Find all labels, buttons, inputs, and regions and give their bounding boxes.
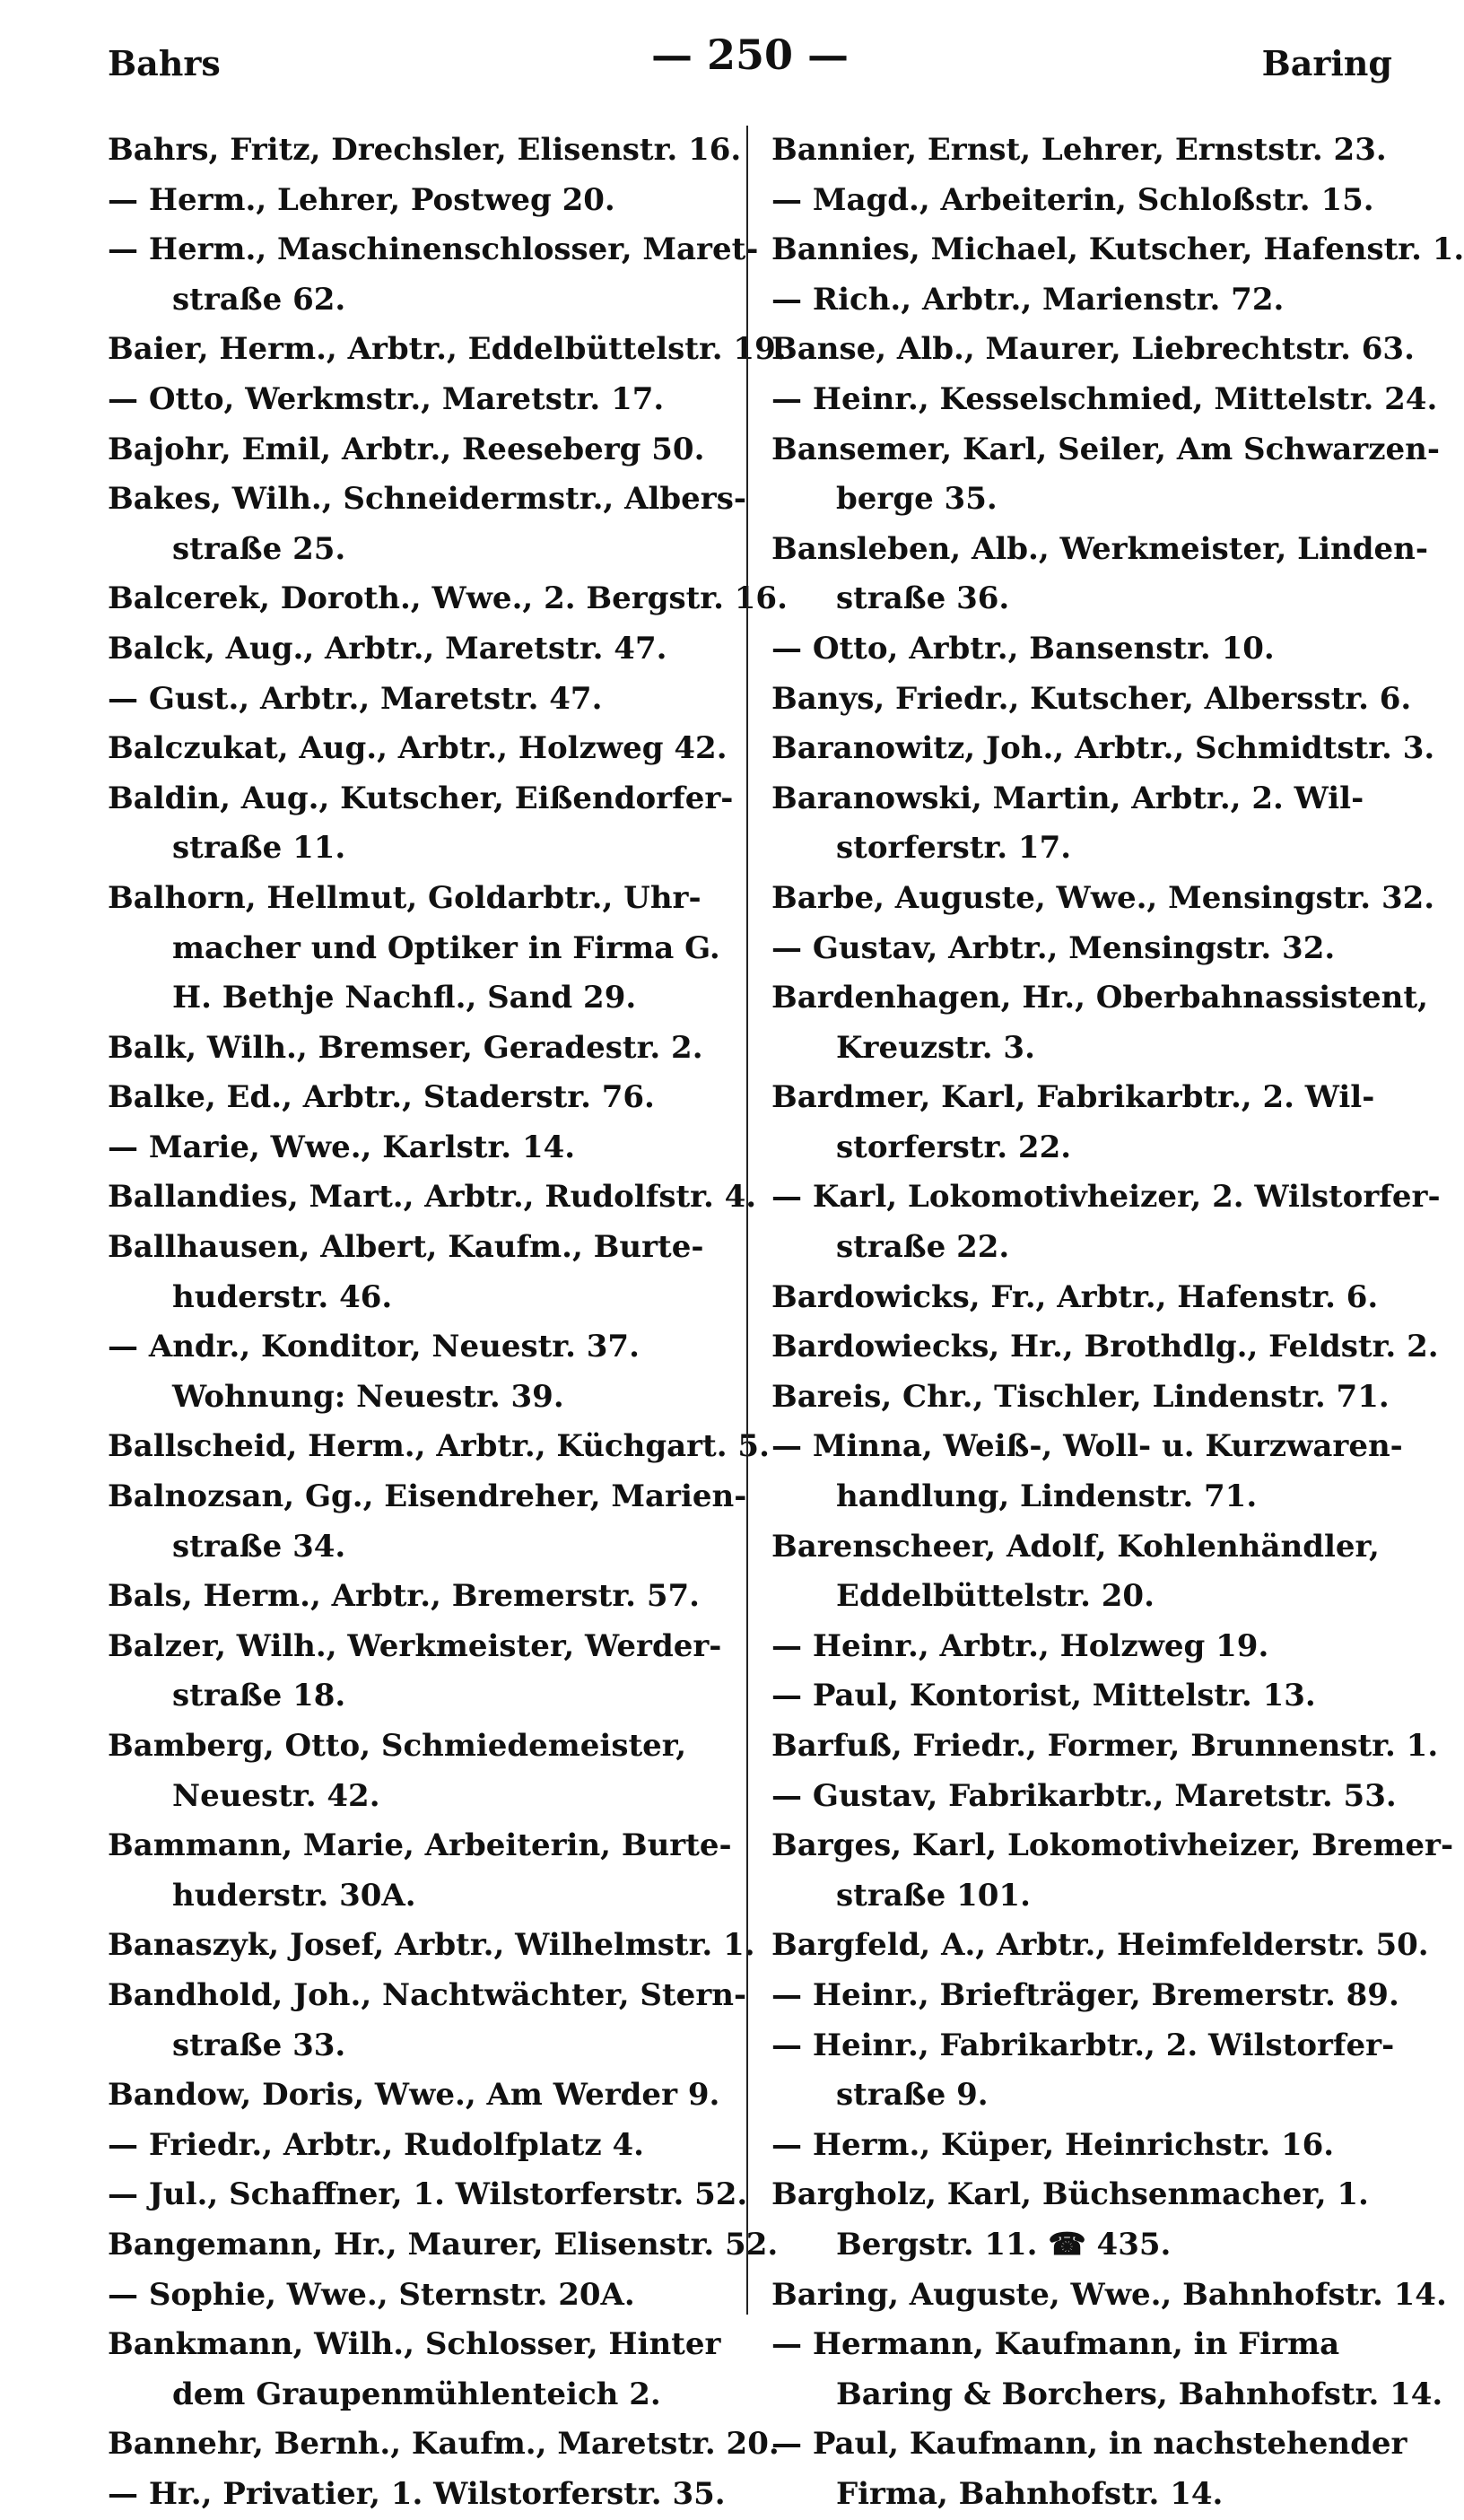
directory-entry-line: Bardowiecks, Hr., Brothdlg., Feldstr. 2.: [771, 1329, 1439, 1365]
entry-continuation-line: Eddelbüttelstr. 20.: [836, 1578, 1155, 1615]
entry-continuation-line: storferstr. 17.: [836, 830, 1072, 867]
directory-entry-line: — Heinr., Kesselschmied, Mittelstr. 24.: [771, 380, 1438, 417]
directory-entry-line: Balke, Ed., Arbtr., Staderstr. 76.: [108, 1079, 655, 1116]
directory-entry-line: — Hermann, Kaufmann, in Firma: [771, 2326, 1340, 2363]
directory-entry-line: Balzer, Wilh., Werkmeister, Werder-: [108, 1627, 722, 1664]
directory-entry-line: Bannehr, Bernh., Kaufm., Maretstr. 20.: [108, 2426, 780, 2463]
directory-entry-line: Bandhold, Joh., Nachtwächter, Stern-: [108, 1976, 747, 2013]
entry-continuation-line: straße 11.: [172, 830, 346, 867]
directory-entry-line: — Minna, Weiß-, Woll- u. Kurzwaren-: [771, 1428, 1403, 1465]
entry-continuation-line: straße 25.: [172, 530, 346, 567]
entry-continuation-line: H. Bethje Nachfl., Sand 29.: [172, 980, 637, 1016]
directory-entry-line: Bardowicks, Fr., Arbtr., Hafenstr. 6.: [771, 1278, 1379, 1315]
directory-entry-line: — Heinr., Arbtr., Holzweg 19.: [771, 1627, 1269, 1664]
directory-entry-line: Bardmer, Karl, Fabrikarbtr., 2. Wil-: [771, 1079, 1375, 1116]
directory-entry-line: — Gustav, Fabrikarbtr., Maretstr. 53.: [771, 1777, 1397, 1814]
directory-entry-line: Ballscheid, Herm., Arbtr., Küchgart. 5.: [108, 1428, 770, 1465]
directory-entry-line: — Heinr., Briefträger, Bremerstr. 89.: [771, 1976, 1399, 2013]
entry-continuation-line: straße 22.: [836, 1229, 1010, 1266]
entry-continuation-line: straße 9.: [836, 2077, 989, 2114]
directory-entry-line: — Otto, Werkmstr., Maretstr. 17.: [108, 380, 665, 417]
directory-entry-line: Balck, Aug., Arbtr., Maretstr. 47.: [108, 630, 667, 667]
directory-entry-line: — Rich., Arbtr., Marienstr. 72.: [771, 281, 1285, 318]
directory-entry-line: — Andr., Konditor, Neuestr. 37.: [108, 1329, 640, 1365]
entry-continuation-line: straße 101.: [836, 1877, 1031, 1914]
directory-entry-line: — Karl, Lokomotivheizer, 2. Wilstorfer-: [771, 1179, 1441, 1216]
directory-entry-line: — Marie, Wwe., Karlstr. 14.: [108, 1129, 576, 1165]
directory-entry-line: Balczukat, Aug., Arbtr., Holzweg 42.: [108, 730, 728, 767]
right-column: [771, 126, 1464, 2520]
directory-entry-line: Barfuß, Friedr., Former, Brunnenstr. 1.: [771, 1728, 1439, 1764]
directory-entry-line: Bakes, Wilh., Schneidermstr., Albers-: [108, 481, 746, 518]
entry-continuation-line: Kreuzstr. 3.: [836, 1029, 1035, 1066]
header-left-keyword: Bahrs: [108, 43, 221, 83]
directory-entry-line: — Gustav, Arbtr., Mensingstr. 32.: [771, 929, 1336, 966]
directory-entry-line: Bargholz, Karl, Büchsenmacher, 1.: [771, 2176, 1369, 2213]
entry-continuation-line: Firma, Bahnhofstr. 14.: [836, 2475, 1224, 2512]
directory-entry-line: Bardenhagen, Hr., Oberbahnassistent,: [771, 980, 1428, 1016]
entry-continuation-line: dem Graupenmühlenteich 2.: [172, 2376, 661, 2412]
directory-entry-line: — Magd., Arbeiterin, Schloßstr. 15.: [771, 181, 1374, 218]
directory-entry-line: Balnozsan, Gg., Eisendreher, Marien-: [108, 1478, 747, 1515]
directory-entry-line: Bangemann, Hr., Maurer, Elisenstr. 52.: [108, 2226, 779, 2263]
entry-continuation-line: Neuestr. 42.: [172, 1777, 380, 1814]
directory-entry-line: Baier, Herm., Arbtr., Eddelbüttelstr. 19.: [108, 331, 787, 368]
directory-entry-line: Bareis, Chr., Tischler, Lindenstr. 71.: [771, 1378, 1390, 1415]
entry-continuation-line: storferstr. 22.: [836, 1129, 1072, 1165]
directory-entry-line: Bals, Herm., Arbtr., Bremerstr. 57.: [108, 1578, 700, 1615]
left-column: [108, 126, 788, 2520]
directory-entry-line: Bahrs, Fritz, Drechsler, Elisenstr. 16.: [108, 132, 742, 168]
directory-entry-line: Barbe, Auguste, Wwe., Mensingstr. 32.: [771, 879, 1435, 916]
entry-continuation-line: berge 35.: [836, 481, 998, 518]
column-divider: [746, 126, 748, 2315]
entry-continuation-line: straße 34.: [172, 1528, 346, 1565]
directory-entry-line: Bammann, Marie, Arbeiterin, Burte-: [108, 1827, 732, 1864]
directory-entry-line: Bamberg, Otto, Schmiedemeister,: [108, 1728, 687, 1764]
directory-entry-line: Barges, Karl, Lokomotivheizer, Bremer-: [771, 1827, 1454, 1864]
directory-entry-line: Bansemer, Karl, Seiler, Am Schwarzen-: [771, 431, 1440, 467]
entry-continuation-line: Baring & Borchers, Bahnhofstr. 14.: [836, 2376, 1443, 2412]
page-number: — 250 —: [650, 31, 850, 79]
directory-entry-line: — Gust., Arbtr., Maretstr. 47.: [108, 680, 603, 717]
directory-entry-line: Barenscheer, Adolf, Kohlenhändler,: [771, 1528, 1380, 1565]
directory-entry-line: Ballandies, Mart., Arbtr., Rudolfstr. 4.: [108, 1179, 757, 1216]
directory-entry-line: — Paul, Kontorist, Mittelstr. 13.: [771, 1678, 1316, 1714]
directory-entry-line: — Hr., Privatier, 1. Wilstorferstr. 35.: [108, 2475, 726, 2512]
directory-entry-line: Balhorn, Hellmut, Goldarbtr., Uhr-: [108, 879, 702, 916]
directory-entry-line: — Otto, Arbtr., Bansenstr. 10.: [771, 630, 1275, 667]
entry-continuation-line: huderstr. 30A.: [172, 1877, 416, 1914]
directory-entry-line: Baring, Auguste, Wwe., Bahnhofstr. 14.: [771, 2276, 1447, 2313]
directory-entry-line: — Herm., Maschinenschlosser, Maret-: [108, 231, 759, 268]
entry-continuation-line: straße 18.: [172, 1678, 346, 1714]
directory-entry-line: — Jul., Schaffner, 1. Wilstorferstr. 52.: [108, 2176, 748, 2213]
directory-entry-line: — Friedr., Arbtr., Rudolfplatz 4.: [108, 2126, 645, 2163]
entry-continuation-line: macher und Optiker in Firma G.: [172, 929, 720, 966]
directory-entry-line: Banse, Alb., Maurer, Liebrechtstr. 63.: [771, 331, 1415, 368]
directory-entry-line: Bankmann, Wilh., Schlosser, Hinter: [108, 2326, 721, 2363]
entry-continuation-line: Bergstr. 11. ☎ 435.: [836, 2226, 1172, 2263]
entry-continuation-line: huderstr. 46.: [172, 1278, 393, 1315]
directory-entry-line: — Herm., Küper, Heinrichstr. 16.: [771, 2126, 1335, 2163]
directory-entry-line: Ballhausen, Albert, Kaufm., Burte-: [108, 1229, 704, 1266]
directory-entry-line: Banys, Friedr., Kutscher, Albersstr. 6.: [771, 680, 1412, 717]
directory-entry-line: — Herm., Lehrer, Postweg 20.: [108, 181, 615, 218]
entry-continuation-line: straße 36.: [836, 580, 1010, 617]
directory-entry-line: Bandow, Doris, Wwe., Am Werder 9.: [108, 2077, 720, 2114]
directory-entry-line: Bannies, Michael, Kutscher, Hafenstr. 1.: [771, 231, 1464, 268]
entry-continuation-line: handlung, Lindenstr. 71.: [836, 1478, 1258, 1515]
entry-columns: [108, 126, 1464, 2512]
directory-entry-line: Bansleben, Alb., Werkmeister, Linden-: [771, 530, 1428, 567]
directory-entry-line: Bajohr, Emil, Arbtr., Reeseberg 50.: [108, 431, 705, 467]
header-right-keyword: Baring: [1261, 43, 1392, 83]
directory-entry-line: Balcerek, Doroth., Wwe., 2. Bergstr. 16.: [108, 580, 788, 617]
page-header: [108, 27, 1392, 90]
directory-entry-line: Baranowitz, Joh., Arbtr., Schmidtstr. 3.: [771, 730, 1435, 767]
directory-entry-line: Bargfeld, A., Arbtr., Heimfelderstr. 50.: [771, 1927, 1429, 1964]
directory-entry-line: — Sophie, Wwe., Sternstr. 20A.: [108, 2276, 635, 2313]
directory-entry-line: Baldin, Aug., Kutscher, Eißendorfer-: [108, 780, 734, 816]
directory-entry-line: Balk, Wilh., Bremser, Geradestr. 2.: [108, 1029, 703, 1066]
entry-continuation-line: straße 62.: [172, 281, 346, 318]
directory-entry-line: Bannier, Ernst, Lehrer, Ernststr. 23.: [771, 132, 1387, 168]
directory-entry-line: — Paul, Kaufmann, in nachstehender: [771, 2426, 1407, 2463]
directory-entry-line: — Heinr., Fabrikarbtr., 2. Wilstorfer-: [771, 2027, 1395, 2063]
directory-entry-line: Banaszyk, Josef, Arbtr., Wilhelmstr. 1.: [108, 1927, 755, 1964]
entry-continuation-line: Wohnung: Neuestr. 39.: [172, 1378, 564, 1415]
directory-entry-line: Baranowski, Martin, Arbtr., 2. Wil-: [771, 780, 1364, 816]
entry-continuation-line: straße 33.: [172, 2027, 346, 2063]
